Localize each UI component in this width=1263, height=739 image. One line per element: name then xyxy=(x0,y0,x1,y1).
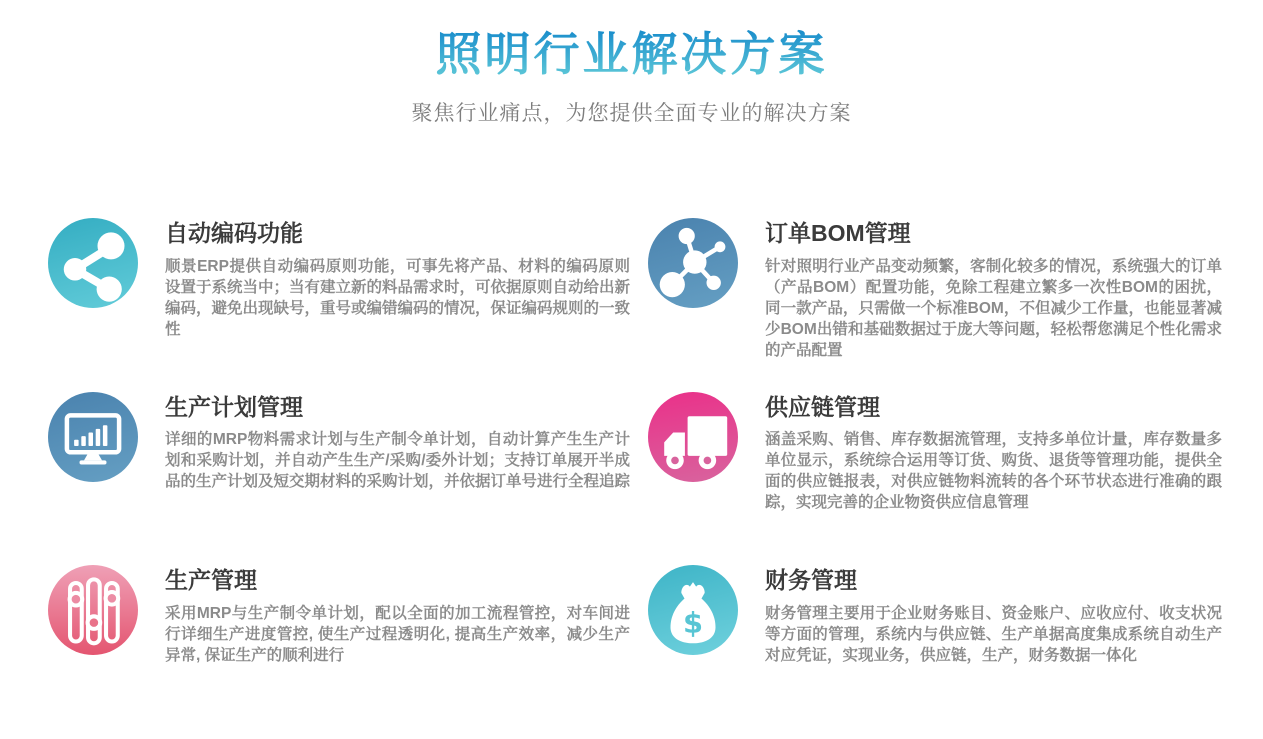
feature-body xyxy=(765,565,1222,666)
feature-title: 自动编码功能 xyxy=(165,220,303,246)
feature-card-supply-chain xyxy=(648,392,1240,566)
feature-title: 供应链管理 xyxy=(765,393,880,420)
feature-card-production-planning xyxy=(48,392,648,566)
feature-card-finance xyxy=(648,565,1240,739)
molecule-icon xyxy=(648,218,738,308)
feature-card-auto-coding xyxy=(48,218,648,392)
feature-description: 涵盖采购、销售、库存数据流管理，支持多单位计量，库存数量多单位显示，系统综合运用等订货、购货、退货等管理功能，提供全面的供应链报表，对供应链物料流转的各个环节状态进行准确的跟踪，实现完善的企业物资供应信息管理 xyxy=(765,431,1222,512)
page-header xyxy=(0,0,1263,127)
money-bag-icon xyxy=(648,565,738,655)
feature-title: 生产管理 xyxy=(165,567,257,593)
feature-title: 订单BOM管理 xyxy=(765,220,911,246)
features-grid xyxy=(48,218,1240,739)
svg-text:$: $ xyxy=(682,605,704,640)
feature-description: 采用MRP与生产制令单计划，配以全面的加工流程管控，对车间进行详细生产进度管控, 使生产过程透明化, 提高生产效率，减少生产异常, 保证生产的顺利进行 xyxy=(165,604,630,664)
monitor-chart-icon xyxy=(48,392,138,482)
feature-body xyxy=(765,218,1222,361)
share-icon xyxy=(48,218,138,308)
feature-title: 财务管理 xyxy=(765,567,857,593)
feature-card-order-bom xyxy=(648,218,1240,392)
feature-title: 生产计划管理 xyxy=(165,393,303,420)
sliders-icon xyxy=(48,565,138,655)
feature-description: 针对照明行业产品变动频繁，客制化较多的情况，系统强大的订单（产品BOM）配置功能，免除工程建立繁多一次性BOM的困扰，同一款产品，只需做一个标准BOM，不但减少工作量，也能显著减少BOM出错和基础数据过于庞大等问题，轻松帮您满足个性化需求的产品配置 xyxy=(765,257,1222,359)
page-title: 照明行业解决方案 xyxy=(435,28,828,80)
feature-body xyxy=(165,565,630,666)
feature-body xyxy=(765,392,1222,514)
page-subtitle: 聚焦行业痛点，为您提供全面专业的解决方案 xyxy=(411,102,852,126)
feature-description: 财务管理主要用于企业财务账目、资金账户、应收应付、收支状况等方面的管理，系统内与供应链、生产单据高度集成系统自动生产对应凭证，实现业务，供应链，生产，财务数据一体化 xyxy=(765,604,1222,664)
feature-body xyxy=(165,392,630,493)
feature-body xyxy=(165,218,630,340)
feature-description: 详细的MRP物料需求计划与生产制令单计划，自动计算产生生产计划和采购计划，并自动产生生产/采购/委外计划；支持订单展开半成品的生产计划及短交期材料的采购计划，并依据订单号进行全程追踪 xyxy=(165,431,631,491)
feature-description: 顺景ERP提供自动编码原则功能，可事先将产品、材料的编码原则设置于系统当中；当有建立新的料品需求时，可依据原则自动给出新编码，避免出现缺号，重号或编错编码的情况，保证编码规则的一致性 xyxy=(165,257,631,338)
feature-card-production-management xyxy=(48,565,648,739)
truck-icon xyxy=(648,392,738,482)
